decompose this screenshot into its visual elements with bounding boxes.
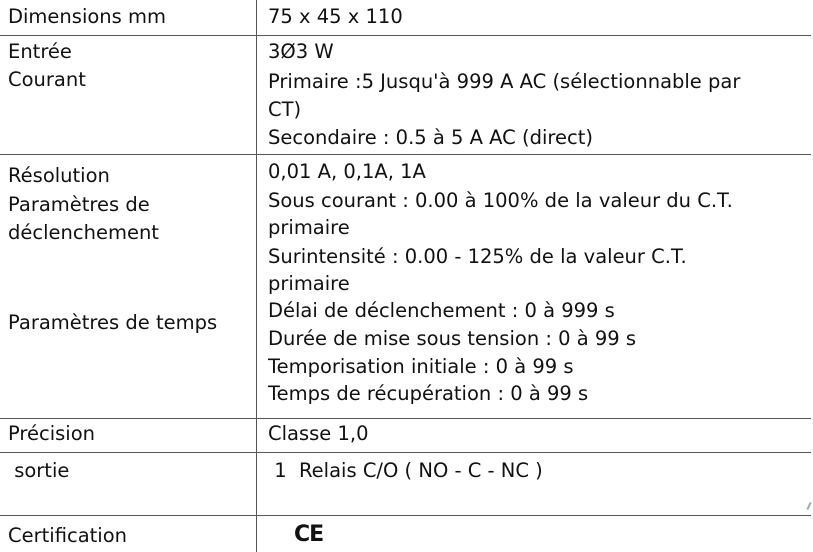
column-divider	[256, 0, 257, 552]
row-value-resolution: 0,01 A, 0,1A, 1A	[268, 160, 426, 183]
row-value-trip-delay: Délai de déclenchement : 0 à 999 s	[268, 299, 615, 322]
row-divider	[0, 154, 811, 155]
row-label-certification: Certification	[8, 524, 127, 547]
row-value-overcurrent-cont: primaire	[268, 272, 350, 295]
row-value-undercurrent-cont: primaire	[268, 216, 350, 239]
row-label-entree: Entrée	[8, 40, 72, 63]
row-label-trip-params: Paramètres de	[8, 193, 150, 216]
row-value-power-on-time: Durée de mise sous tension : 0 à 99 s	[268, 327, 637, 350]
row-label-precision: Précision	[8, 422, 96, 445]
row-value-recovery-time: Temps de récupération : 0 à 99 s	[268, 382, 589, 405]
row-value-output: 1 Relais C/O ( NO - C - NC )	[268, 459, 543, 482]
ce-mark-icon: CE	[294, 522, 324, 547]
row-value-primary: Primaire :5 Jusqu'à 999 A AC (sélectionnable par	[268, 70, 741, 93]
row-value-secondary: Secondaire : 0.5 à 5 A AC (direct)	[268, 126, 593, 149]
row-label-time-params: Paramètres de temps	[8, 311, 218, 334]
row-label-courant: Courant	[8, 68, 86, 91]
row-divider	[0, 452, 811, 453]
row-label-dimensions: Dimensions mm	[8, 5, 166, 28]
row-label-trip-params-cont: déclenchement	[8, 221, 159, 244]
row-value-initial-delay: Temporisation initiale : 0 à 99 s	[268, 355, 574, 378]
row-divider	[0, 35, 811, 36]
row-value-overcurrent: Surintensité : 0.00 - 125% de la valeur C.T.	[268, 245, 687, 268]
row-value-precision: Classe 1,0	[268, 422, 369, 445]
row-value-primary-cont: CT)	[268, 98, 302, 121]
row-value-undercurrent: Sous courant : 0.00 à 100% de la valeur du C.T.	[268, 189, 733, 212]
row-label-resolution: Résolution	[8, 164, 110, 187]
row-label-output: sortie	[8, 459, 70, 482]
row-value-dimensions: 75 x 45 x 110	[268, 5, 403, 28]
decorative-mark	[806, 502, 811, 510]
row-divider	[0, 515, 811, 516]
row-divider	[0, 418, 811, 419]
row-value-input-type: 3Ø3 W	[268, 40, 334, 63]
